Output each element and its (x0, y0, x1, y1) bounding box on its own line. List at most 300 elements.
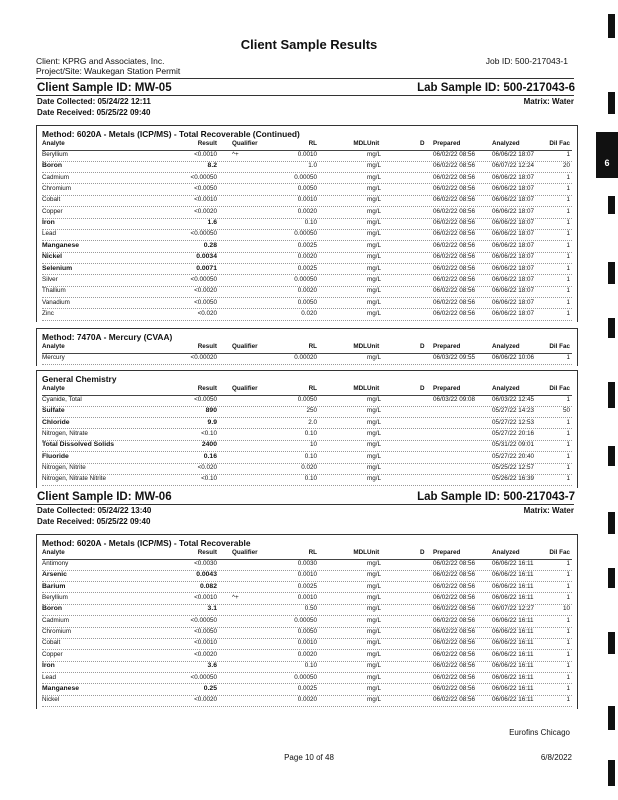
footer-date: 6/8/2022 (540, 753, 572, 762)
sample-matrix: Matrix: Water (523, 97, 574, 106)
cell-dil: 1 (566, 253, 570, 261)
cell-rl: 0.10 (304, 430, 317, 438)
cell-rl: 0.00050 (294, 673, 317, 681)
table-row (42, 429, 572, 441)
cell-dil: 1 (566, 696, 570, 704)
cell-rl: 0.0020 (297, 287, 317, 295)
cell-result: <0.10 (201, 475, 217, 483)
cell-unit: mg/L (367, 264, 381, 272)
cell-result: 0.25 (203, 684, 217, 692)
cell-analyte: Manganese (42, 684, 80, 692)
cell-unit: mg/L (367, 684, 381, 692)
cell-unit: mg/L (367, 185, 381, 193)
cell-result: <0.0050 (194, 628, 217, 636)
cell-analyte: Copper (42, 650, 63, 658)
cell-result: 890 (205, 407, 217, 415)
cell-unit: mg/L (367, 464, 381, 472)
table-row (42, 474, 572, 486)
cell-rl: 0.0020 (297, 253, 317, 261)
cell-result: <0.00050 (190, 275, 217, 283)
table-row (42, 673, 572, 685)
table-row (42, 252, 572, 264)
cell-analyte: Chloride (42, 418, 70, 426)
cell-anal: 05/27/22 20:16 (492, 430, 535, 438)
header-prep: Prepared (433, 343, 461, 350)
cell-dil: 1 (566, 230, 570, 238)
cell-prep: 06/02/22 08:56 (433, 696, 476, 704)
header-d: D (420, 343, 425, 350)
header-prep: Prepared (433, 140, 461, 147)
cell-analyte: Chromium (42, 185, 72, 193)
cell-dil: 1 (566, 241, 570, 249)
header-dil: Dil Fac (549, 140, 570, 147)
cell-dil: 10 (562, 605, 570, 613)
cell-prep: 06/02/22 08:56 (433, 309, 476, 317)
cell-dil: 1 (566, 452, 570, 460)
cell-rl: 10 (309, 441, 317, 449)
header-analyte: Analyte (42, 140, 65, 147)
cell-dil: 1 (566, 151, 570, 158)
margin-mark (608, 196, 615, 214)
cell-dil: 1 (566, 196, 570, 204)
cell-anal: 06/06/22 16:11 (492, 560, 534, 567)
cell-rl: 0.020 (301, 464, 317, 472)
cell-unit: mg/L (367, 475, 381, 483)
table-row (42, 309, 572, 321)
cell-dil: 1 (566, 560, 570, 567)
cell-anal: 05/27/22 12:53 (492, 418, 535, 426)
cell-prep: 06/02/22 08:56 (433, 207, 476, 215)
cell-anal: 06/06/22 18:07 (492, 151, 535, 158)
cell-anal: 06/06/22 16:11 (492, 696, 534, 704)
cell-unit: mg/L (367, 219, 381, 227)
header-anal: Analyzed (492, 385, 520, 392)
date-received: Date Received: 05/25/22 09:40 (37, 517, 151, 526)
cell-rl: 0.020 (301, 309, 317, 317)
cell-anal: 06/06/22 18:07 (492, 287, 535, 295)
margin-mark (608, 446, 615, 466)
cell-result: 8.2 (207, 162, 217, 170)
cell-prep: 06/02/22 08:56 (433, 185, 476, 193)
table-row (42, 298, 572, 310)
method-section (36, 370, 578, 488)
cell-anal: 06/06/22 18:07 (492, 219, 535, 227)
cell-unit: mg/L (367, 207, 381, 215)
cell-anal: 06/06/22 18:07 (492, 173, 535, 181)
header-dil: Dil Fac (549, 343, 570, 350)
cell-unit: mg/L (367, 673, 381, 681)
cell-unit: mg/L (367, 173, 381, 181)
cell-dil: 1 (566, 275, 570, 283)
header-mdl: MDL (353, 343, 367, 350)
cell-rl: 0.0020 (297, 650, 317, 658)
cell-prep: 06/02/22 08:56 (433, 151, 476, 158)
margin-mark (608, 382, 615, 408)
table-row (42, 241, 572, 253)
table-row (42, 684, 572, 696)
cell-rl: 0.10 (304, 219, 317, 227)
cell-dil: 1 (566, 673, 570, 681)
header-mdl: MDL (353, 140, 367, 147)
cell-unit: mg/L (367, 628, 381, 636)
cell-prep: 06/03/22 09:55 (433, 354, 476, 361)
cell-result: <0.0020 (194, 696, 217, 704)
cell-prep: 06/02/22 08:56 (433, 287, 476, 295)
header-analyte: Analyte (42, 385, 65, 392)
cell-prep: 06/02/22 08:56 (433, 560, 476, 567)
cell-result: 0.082 (199, 582, 217, 590)
header-d: D (420, 140, 425, 147)
cell-anal: 05/26/22 16:39 (492, 475, 535, 483)
cell-analyte: Antimony (42, 560, 69, 567)
cell-dil: 1 (566, 475, 570, 483)
cell-unit: mg/L (367, 275, 381, 283)
footer-company: Eurofins Chicago (509, 728, 570, 737)
cell-analyte: Mercury (42, 354, 65, 361)
cell-analyte: Cadmium (42, 616, 69, 624)
cell-analyte: Chromium (42, 628, 72, 636)
table-row (42, 173, 572, 185)
cell-dil: 1 (566, 430, 570, 438)
table-row (42, 650, 572, 662)
header-anal: Analyzed (492, 549, 520, 556)
cell-dil: 1 (566, 264, 570, 272)
header-mdl: MDL (353, 385, 367, 392)
footer-page-number: Page 10 of 48 (284, 753, 334, 762)
cell-rl: 0.0025 (297, 241, 317, 249)
cell-anal: 06/06/22 16:11 (492, 628, 534, 636)
cell-analyte: Sulfate (42, 407, 65, 415)
cell-analyte: Lead (42, 673, 57, 681)
cell-prep: 06/02/22 08:56 (433, 662, 476, 670)
cell-anal: 06/06/22 18:07 (492, 207, 535, 215)
cell-anal: 05/25/22 12:57 (492, 464, 535, 472)
client-sample-id: Client Sample ID: MW-05 (37, 82, 172, 94)
cell-analyte: Cadmium (42, 173, 69, 181)
cell-unit: mg/L (367, 298, 381, 306)
header-dil: Dil Fac (549, 549, 570, 556)
cell-unit: mg/L (367, 616, 381, 624)
cell-prep: 06/02/22 08:56 (433, 650, 476, 658)
cell-dil: 1 (566, 441, 570, 449)
cell-result: 3.1 (207, 605, 217, 613)
table-row (42, 638, 572, 650)
table-row (42, 161, 572, 173)
header-dil: Dil Fac (549, 385, 570, 392)
cell-prep: 06/02/22 08:56 (433, 628, 476, 636)
method-section (36, 125, 578, 322)
cell-result: <0.00020 (190, 354, 217, 361)
cell-result: <0.0010 (194, 151, 217, 158)
cell-anal: 06/06/22 16:11 (492, 662, 534, 670)
sample-matrix: Matrix: Water (523, 506, 574, 515)
cell-rl: 0.0050 (297, 185, 317, 193)
cell-result: <0.00050 (190, 173, 217, 181)
header-result: Result (197, 549, 217, 556)
table-row (42, 559, 572, 571)
margin-mark (608, 14, 615, 38)
date-collected: Date Collected: 05/24/22 12:11 (37, 97, 151, 106)
header-unit: Unit (367, 140, 380, 147)
cell-result: <0.0020 (194, 650, 217, 658)
header-prep: Prepared (433, 549, 461, 556)
header-analyte: Analyte (42, 549, 65, 556)
cell-dil: 1 (566, 684, 570, 692)
table-row (42, 275, 572, 287)
header-qual: Qualifier (232, 343, 258, 350)
cell-dil: 1 (566, 639, 570, 647)
cell-result: <0.00050 (190, 673, 217, 681)
cell-analyte: Copper (42, 207, 63, 215)
cell-unit: mg/L (367, 430, 381, 438)
table-row (42, 627, 572, 639)
cell-anal: 05/31/22 09:01 (492, 441, 535, 449)
header-mdl: MDL (353, 549, 367, 556)
cell-anal: 06/06/22 16:11 (492, 639, 534, 647)
cell-unit: mg/L (367, 241, 381, 249)
table-row (42, 264, 572, 276)
cell-analyte: Total Dissolved Solids (42, 441, 115, 449)
header-qual: Qualifier (232, 385, 258, 392)
cell-rl: 0.0010 (297, 594, 317, 602)
cell-rl: 1.0 (308, 162, 317, 170)
cell-analyte: Iron (42, 219, 55, 227)
cell-dil: 1 (566, 616, 570, 624)
cell-qual: ^+ (232, 151, 239, 158)
cell-unit: mg/L (367, 560, 381, 567)
cell-rl: 0.0010 (297, 639, 317, 647)
cell-rl: 0.00020 (294, 354, 317, 361)
cell-anal: 06/07/22 12:24 (492, 162, 535, 170)
cell-anal: 06/03/22 12:45 (492, 396, 535, 403)
margin-mark (608, 760, 615, 786)
margin-mark (608, 318, 615, 338)
cell-result: <0.0010 (194, 639, 217, 647)
table-row (42, 418, 572, 430)
cell-unit: mg/L (367, 354, 381, 361)
cell-anal: 06/06/22 18:07 (492, 298, 535, 306)
cell-dil: 1 (566, 464, 570, 472)
cell-analyte: Arsenic (42, 571, 67, 579)
cell-rl: 0.0025 (297, 264, 317, 272)
cell-unit: mg/L (367, 162, 381, 170)
cell-prep: 06/02/22 08:56 (433, 275, 476, 283)
cell-dil: 1 (566, 594, 570, 602)
cell-unit: mg/L (367, 230, 381, 238)
cell-prep: 06/02/22 08:56 (433, 264, 476, 272)
cell-anal: 05/27/22 14:23 (492, 407, 535, 415)
table-row (42, 593, 572, 605)
cell-result: 0.0043 (196, 571, 217, 579)
cell-result: <0.00050 (190, 616, 217, 624)
cell-analyte: Cobalt (42, 639, 61, 647)
cell-dil: 1 (566, 396, 570, 403)
cell-rl: 0.0025 (297, 582, 317, 590)
cell-result: <0.020 (197, 464, 217, 472)
cell-analyte: Beryllium (42, 594, 68, 602)
cell-analyte: Barium (42, 582, 66, 590)
cell-analyte: Nickel (42, 253, 63, 261)
cell-analyte: Cobalt (42, 196, 61, 204)
cell-result: 2400 (201, 441, 217, 449)
header-unit: Unit (367, 549, 380, 556)
cell-analyte: Boron (42, 162, 63, 170)
cell-result: 0.16 (203, 452, 217, 460)
cell-dil: 1 (566, 207, 570, 215)
cell-prep: 06/02/22 08:56 (433, 582, 476, 590)
header-d: D (420, 549, 425, 556)
section-tab-label: 6 (604, 158, 610, 168)
cell-analyte: Beryllium (42, 151, 68, 158)
cell-result: <0.0020 (194, 287, 217, 295)
cell-prep: 06/02/22 08:56 (433, 673, 476, 681)
table-row (42, 695, 572, 707)
table-row (42, 150, 572, 162)
cell-result: <0.0050 (194, 185, 217, 193)
header-qual: Qualifier (232, 549, 258, 556)
header-unit: Unit (367, 385, 380, 392)
table-row (42, 604, 572, 616)
cell-analyte: Silver (42, 275, 58, 283)
table-row (42, 616, 572, 628)
cell-anal: 06/06/22 16:11 (492, 684, 534, 692)
cell-dil: 1 (566, 185, 570, 193)
cell-unit: mg/L (367, 418, 381, 426)
cell-dil: 1 (566, 662, 570, 670)
cell-unit: mg/L (367, 253, 381, 261)
cell-analyte: Nitrogen, Nitrate (42, 430, 88, 438)
cell-rl: 250 (306, 407, 317, 415)
method-section (36, 534, 578, 709)
page-title: Client Sample Results (240, 37, 378, 52)
cell-unit: mg/L (367, 594, 381, 602)
header-rl: RL (308, 140, 317, 147)
cell-rl: 0.0050 (297, 396, 317, 403)
cell-prep: 06/02/22 08:56 (433, 594, 476, 602)
cell-analyte: Boron (42, 605, 63, 613)
cell-dil: 1 (566, 354, 570, 361)
cell-unit: mg/L (367, 582, 381, 590)
method-title: Method: 6020A - Metals (ICP/MS) - Total Recoverable (42, 538, 251, 548)
client-sample-id: Client Sample ID: MW-06 (37, 491, 172, 503)
table-row (42, 218, 572, 230)
method-title: Method: 7470A - Mercury (CVAA) (42, 332, 173, 342)
section-tab (596, 132, 618, 178)
method-section (36, 328, 578, 366)
method-title: General Chemistry (42, 374, 117, 384)
table-row (42, 440, 572, 452)
cell-anal: 06/07/22 12:27 (492, 605, 535, 613)
cell-analyte: Zinc (42, 309, 54, 317)
cell-unit: mg/L (367, 452, 381, 460)
cell-prep: 06/02/22 08:56 (433, 196, 476, 204)
cell-unit: mg/L (367, 407, 381, 415)
lab-sample-id: Lab Sample ID: 500-217043-7 (417, 491, 575, 503)
cell-rl: 0.0010 (297, 571, 317, 579)
cell-rl: 0.00050 (294, 275, 317, 283)
client-name: Client: KPRG and Associates, Inc. (36, 56, 165, 66)
cell-dil: 1 (566, 309, 570, 317)
header-d: D (420, 385, 425, 392)
cell-analyte: Iron (42, 662, 55, 670)
cell-analyte: Vanadium (42, 298, 70, 306)
cell-unit: mg/L (367, 151, 381, 158)
cell-result: <0.0010 (194, 594, 217, 602)
cell-anal: 06/06/22 18:07 (492, 196, 535, 204)
cell-rl: 0.0020 (297, 207, 317, 215)
header-qual: Qualifier (232, 140, 258, 147)
header-prep: Prepared (433, 385, 461, 392)
cell-result: 0.28 (203, 241, 217, 249)
date-collected: Date Collected: 05/24/22 13:40 (37, 506, 152, 515)
cell-prep: 06/02/22 08:56 (433, 253, 476, 261)
header-result: Result (197, 140, 217, 147)
cell-result: 9.9 (207, 418, 217, 426)
table-row (42, 195, 572, 207)
table-row (42, 286, 572, 298)
table-row (42, 406, 572, 418)
header-divider (36, 78, 574, 79)
cell-dil: 1 (566, 219, 570, 227)
cell-prep: 06/02/22 08:56 (433, 616, 476, 624)
table-row (42, 582, 572, 594)
header-rl: RL (308, 385, 317, 392)
cell-result: <0.020 (197, 309, 217, 317)
cell-unit: mg/L (367, 441, 381, 449)
cell-result: <0.0020 (194, 207, 217, 215)
cell-result: <0.00050 (190, 230, 217, 238)
table-row (42, 207, 572, 219)
cell-result: <0.0030 (194, 560, 217, 567)
margin-mark (608, 512, 615, 534)
cell-unit: mg/L (367, 396, 381, 403)
job-id: Job ID: 500-217043-1 (485, 56, 568, 66)
cell-dil: 1 (566, 650, 570, 658)
cell-prep: 06/02/22 08:56 (433, 571, 476, 579)
cell-result: <0.0010 (194, 196, 217, 204)
cell-anal: 06/06/22 16:11 (492, 571, 534, 579)
cell-qual: ^+ (232, 594, 239, 602)
method-title: Method: 6020A - Metals (ICP/MS) - Total Recoverable (Continued) (42, 129, 300, 139)
header-rl: RL (308, 549, 317, 556)
cell-prep: 06/02/22 08:56 (433, 684, 476, 692)
header-anal: Analyzed (492, 140, 520, 147)
cell-rl: 0.0010 (297, 151, 317, 158)
cell-result: 1.6 (207, 219, 217, 227)
cell-rl: 0.00050 (294, 173, 317, 181)
cell-prep: 06/02/22 08:56 (433, 219, 476, 227)
cell-result: 0.0071 (196, 264, 217, 272)
table-row (42, 184, 572, 196)
cell-rl: 0.50 (304, 605, 317, 613)
cell-rl: 0.0020 (297, 696, 317, 704)
cell-unit: mg/L (367, 639, 381, 647)
cell-anal: 06/06/22 18:07 (492, 253, 535, 261)
cell-unit: mg/L (367, 309, 381, 317)
sample-divider (36, 504, 574, 505)
cell-analyte: Manganese (42, 241, 80, 249)
table-row (42, 661, 572, 673)
cell-rl: 0.0050 (297, 298, 317, 306)
table-row (42, 395, 572, 407)
cell-analyte: Nitrogen, Nitrate Nitrite (42, 475, 107, 483)
cell-anal: 05/27/22 20:40 (492, 452, 535, 460)
project-site: Project/Site: Waukegan Station Permit (36, 66, 181, 76)
cell-anal: 06/06/22 18:07 (492, 264, 535, 272)
margin-mark (608, 568, 615, 588)
cell-rl: 0.0050 (297, 628, 317, 636)
cell-anal: 06/06/22 18:07 (492, 185, 535, 193)
